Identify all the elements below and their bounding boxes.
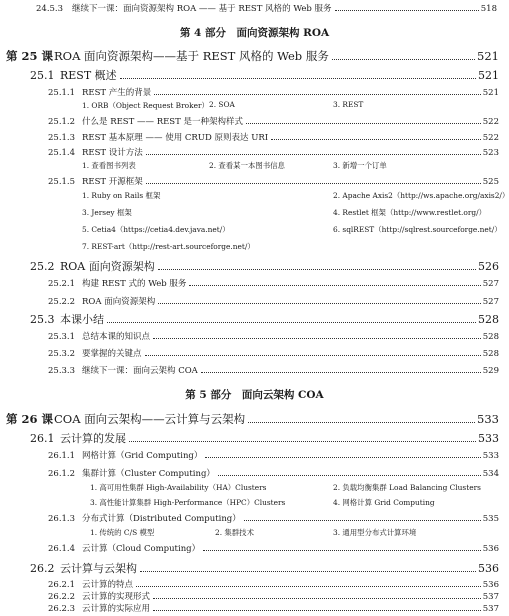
- chapter-number: 第 25 课: [6, 49, 54, 63]
- subsection-title: REST 产生的背景: [82, 88, 152, 98]
- subsection-title: 什么是 REST —— REST 是一种架构样式: [82, 117, 244, 127]
- toc-subsection-26-1-2[interactable]: [0, 467, 509, 479]
- toc-section-26-2[interactable]: [0, 560, 509, 576]
- toc-subsection-25-2-1[interactable]: [0, 277, 509, 289]
- toc-entry-24-5-3[interactable]: [0, 2, 509, 14]
- subsection-page: 529: [482, 366, 499, 376]
- dot-leader: [332, 59, 475, 60]
- dot-leader: [203, 550, 481, 551]
- subsection-number: 26.1.4: [48, 544, 76, 554]
- subsection-title: 云计算的特点: [82, 580, 134, 590]
- list-item: 4. Restlet 框架（http://www.restlet.org/）: [333, 208, 487, 217]
- toc-subsection-25-3-2[interactable]: [0, 347, 509, 359]
- subsection-page: 528: [482, 332, 499, 342]
- dot-leader: [205, 457, 480, 458]
- subsection-page: 522: [482, 117, 499, 127]
- dot-leader: [248, 422, 475, 423]
- subsection-page: 527: [482, 297, 499, 307]
- list-item: 4. 网格计算 Grid Computing: [333, 498, 435, 507]
- subsection-page: 525: [482, 177, 499, 187]
- subsection-number: 26.1.1: [48, 451, 76, 461]
- dot-leader: [244, 520, 481, 521]
- toc-section-25-2[interactable]: [0, 258, 509, 274]
- dot-leader: [146, 154, 481, 155]
- toc-subsection-25-3-3[interactable]: [0, 364, 509, 376]
- list-item: 5. Cetia4（https://cetia4.dev.java.net/）: [82, 225, 230, 234]
- subsection-number: 25.1.2: [48, 117, 76, 127]
- subsection-page: 537: [482, 592, 499, 602]
- subsection-title: 总结本课的知识点: [82, 332, 151, 342]
- section-title: 云计算与云架构: [60, 562, 137, 575]
- toc-section-25-1[interactable]: [0, 67, 509, 83]
- dot-leader: [158, 303, 481, 304]
- list-item: 2. 负载均衡集群 Load Balancing Clusters: [333, 483, 481, 492]
- toc-subsection-25-3-1[interactable]: [0, 330, 509, 342]
- subsection-number: 26.1.3: [48, 514, 76, 524]
- subsection-number: 25.2.1: [48, 279, 76, 289]
- section-title: 本课小结: [60, 313, 104, 326]
- toc-subsection-26-2-2[interactable]: [0, 590, 509, 602]
- list-item: 1. 查看图书列表: [82, 161, 136, 170]
- subsection-number: 26.1.2: [48, 469, 76, 479]
- toc-subsection-25-2-2[interactable]: [0, 295, 509, 307]
- dot-leader: [154, 94, 480, 95]
- part-heading-5: 第 5 部分 面向云架构 COA: [185, 389, 324, 401]
- subsection-title: 构建 REST 式的 Web 服务: [82, 279, 187, 289]
- subsection-number: 26.2.1: [48, 580, 76, 590]
- subsection-number: 25.2.2: [48, 297, 76, 307]
- list-item: 6. sqlREST（http://sqlrest.sourceforge.net/）: [333, 225, 502, 234]
- toc-subsection-25-1-4[interactable]: [0, 146, 509, 158]
- subsection-title: REST 基本原理 —— 使用 CRUD 原则表达 URI: [82, 133, 269, 143]
- subsection-page: 536: [482, 580, 499, 590]
- section-page: 528: [478, 313, 499, 326]
- list-item: 1. 传统的 C/S 模型: [90, 528, 155, 537]
- subsection-page: 536: [482, 544, 499, 554]
- list-item: 3. Jersey 框架: [82, 208, 132, 217]
- list-item: 3. 新增一个订单: [333, 161, 387, 170]
- toc-subsection-25-1-2[interactable]: [0, 115, 509, 127]
- toc-subsection-26-2-3[interactable]: [0, 602, 509, 614]
- section-page: 521: [478, 69, 499, 82]
- dot-leader: [129, 441, 476, 442]
- subsection-number: 25.3.1: [48, 332, 76, 342]
- toc-chapter-25[interactable]: [0, 48, 509, 64]
- toc-subsection-26-2-1[interactable]: [0, 578, 509, 590]
- dot-leader: [158, 269, 476, 270]
- subsection-title: 云计算的实现形式: [82, 592, 151, 602]
- subsection-number: 25.1.5: [48, 177, 76, 187]
- chapter-page: 521: [477, 49, 499, 63]
- dot-leader: [218, 475, 481, 476]
- part-heading-4: 第 4 部分 面向资源架构 ROA: [179, 27, 330, 39]
- subsection-title: REST 开源框架: [82, 177, 143, 187]
- subsection-number: 25.1.1: [48, 88, 76, 98]
- list-item: 2. 查看某一本图书信息: [209, 161, 285, 170]
- toc-subsection-26-1-4[interactable]: [0, 542, 509, 554]
- subsection-title: 分布式计算（Distributed Computing）: [82, 514, 241, 524]
- list-item: 3. 通用型分布式计算环境: [333, 528, 417, 537]
- section-title: REST 概述: [60, 69, 117, 82]
- dot-leader: [107, 322, 476, 323]
- section-number: 25.2: [30, 260, 55, 273]
- list-item: 3. REST: [333, 100, 364, 109]
- section-title: 云计算的发展: [60, 432, 126, 445]
- subsection-title: 要掌握的关键点: [82, 349, 142, 359]
- subsection-page: 521: [482, 88, 499, 98]
- section-number: 25.1: [30, 69, 55, 82]
- subsection-title: 继续下一课：面向云架构 COA: [82, 366, 198, 376]
- subsection-title: REST 设计方法: [82, 148, 143, 158]
- dot-leader: [189, 285, 480, 286]
- dot-leader: [153, 338, 481, 339]
- list-item: 3. 高性能计算集群 High-Performance（HPC）Clusters: [90, 498, 286, 507]
- dot-leader: [153, 610, 481, 611]
- section-number: 25.3: [30, 313, 55, 326]
- toc-subsection-26-1-3[interactable]: [0, 512, 509, 524]
- dot-leader: [201, 372, 481, 373]
- dot-leader: [271, 139, 481, 140]
- toc-title: 继续下一课：面向资源架构 ROA —— 基于 REST 风格的 Web 服务: [72, 4, 332, 14]
- list-item: 2. Apache Axis2（http://ws.apache.org/axis2/）: [333, 191, 509, 200]
- dot-leader: [140, 571, 476, 572]
- list-item: 2. SOA: [209, 100, 235, 109]
- chapter-page: 533: [477, 412, 499, 426]
- subsection-title: ROA 面向资源架构: [82, 297, 156, 307]
- subsection-number: 25.1.3: [48, 133, 76, 143]
- subsection-number: 25.1.4: [48, 148, 76, 158]
- subsection-page: 523: [482, 148, 499, 158]
- subsection-title: 云计算的实际应用: [82, 604, 151, 614]
- dot-leader: [136, 586, 481, 587]
- subsection-page: 527: [482, 279, 499, 289]
- dot-leader: [153, 598, 481, 599]
- subsection-title: 云计算（Cloud Computing）: [82, 544, 201, 554]
- subsection-number: 25.3.3: [48, 366, 76, 376]
- toc-chapter-26[interactable]: [0, 411, 509, 427]
- subsection-page: 537: [482, 604, 499, 614]
- toc-page: 518: [480, 4, 497, 14]
- list-item: 1. Ruby on Rails 框架: [82, 191, 161, 200]
- toc-number: 24.5.3: [36, 4, 64, 14]
- section-page: 526: [478, 260, 499, 273]
- dot-leader: [145, 355, 481, 356]
- dot-leader: [335, 10, 479, 11]
- section-page: 533: [478, 432, 499, 445]
- subsection-title: 网格计算（Grid Computing）: [82, 451, 203, 461]
- dot-leader: [146, 183, 481, 184]
- subsection-title: 集群计算（Cluster Computing）: [82, 469, 215, 479]
- list-item: 2. 集群技术: [215, 528, 254, 537]
- list-item: 1. 高可用性集群 High-Availability（HA）Clusters: [90, 483, 267, 492]
- list-item: 1. ORB（Object Request Broker）: [82, 101, 209, 110]
- subsection-page: 522: [482, 133, 499, 143]
- subsection-page: 535: [482, 514, 499, 524]
- section-number: 26.2: [30, 562, 55, 575]
- subsection-page: 528: [482, 349, 499, 359]
- dot-leader: [120, 78, 476, 79]
- toc-subsection-25-1-3[interactable]: [0, 131, 509, 143]
- toc-subsection-25-1-5[interactable]: [0, 175, 509, 187]
- chapter-number: 第 26 课: [6, 412, 54, 426]
- chapter-title: ROA 面向资源架构——基于 REST 风格的 Web 服务: [54, 49, 329, 63]
- toc-subsection-25-1-1[interactable]: [0, 86, 509, 98]
- list-item: 7. REST-art（http://rest-art.sourceforge.net/）: [82, 242, 255, 251]
- section-page: 536: [478, 562, 499, 575]
- subsection-number: 26.2.2: [48, 592, 76, 602]
- chapter-title: COA 面向云架构——云计算与云架构: [54, 412, 246, 426]
- subsection-number: 26.2.3: [48, 604, 76, 614]
- subsection-number: 25.3.2: [48, 349, 76, 359]
- dot-leader: [246, 123, 481, 124]
- subsection-page: 534: [482, 469, 499, 479]
- subsection-page: 533: [482, 451, 499, 461]
- toc-section-26-1[interactable]: [0, 430, 509, 446]
- section-title: ROA 面向资源架构: [60, 260, 155, 273]
- toc-subsection-26-1-1[interactable]: [0, 449, 509, 461]
- toc-section-25-3[interactable]: [0, 311, 509, 327]
- section-number: 26.1: [30, 432, 55, 445]
